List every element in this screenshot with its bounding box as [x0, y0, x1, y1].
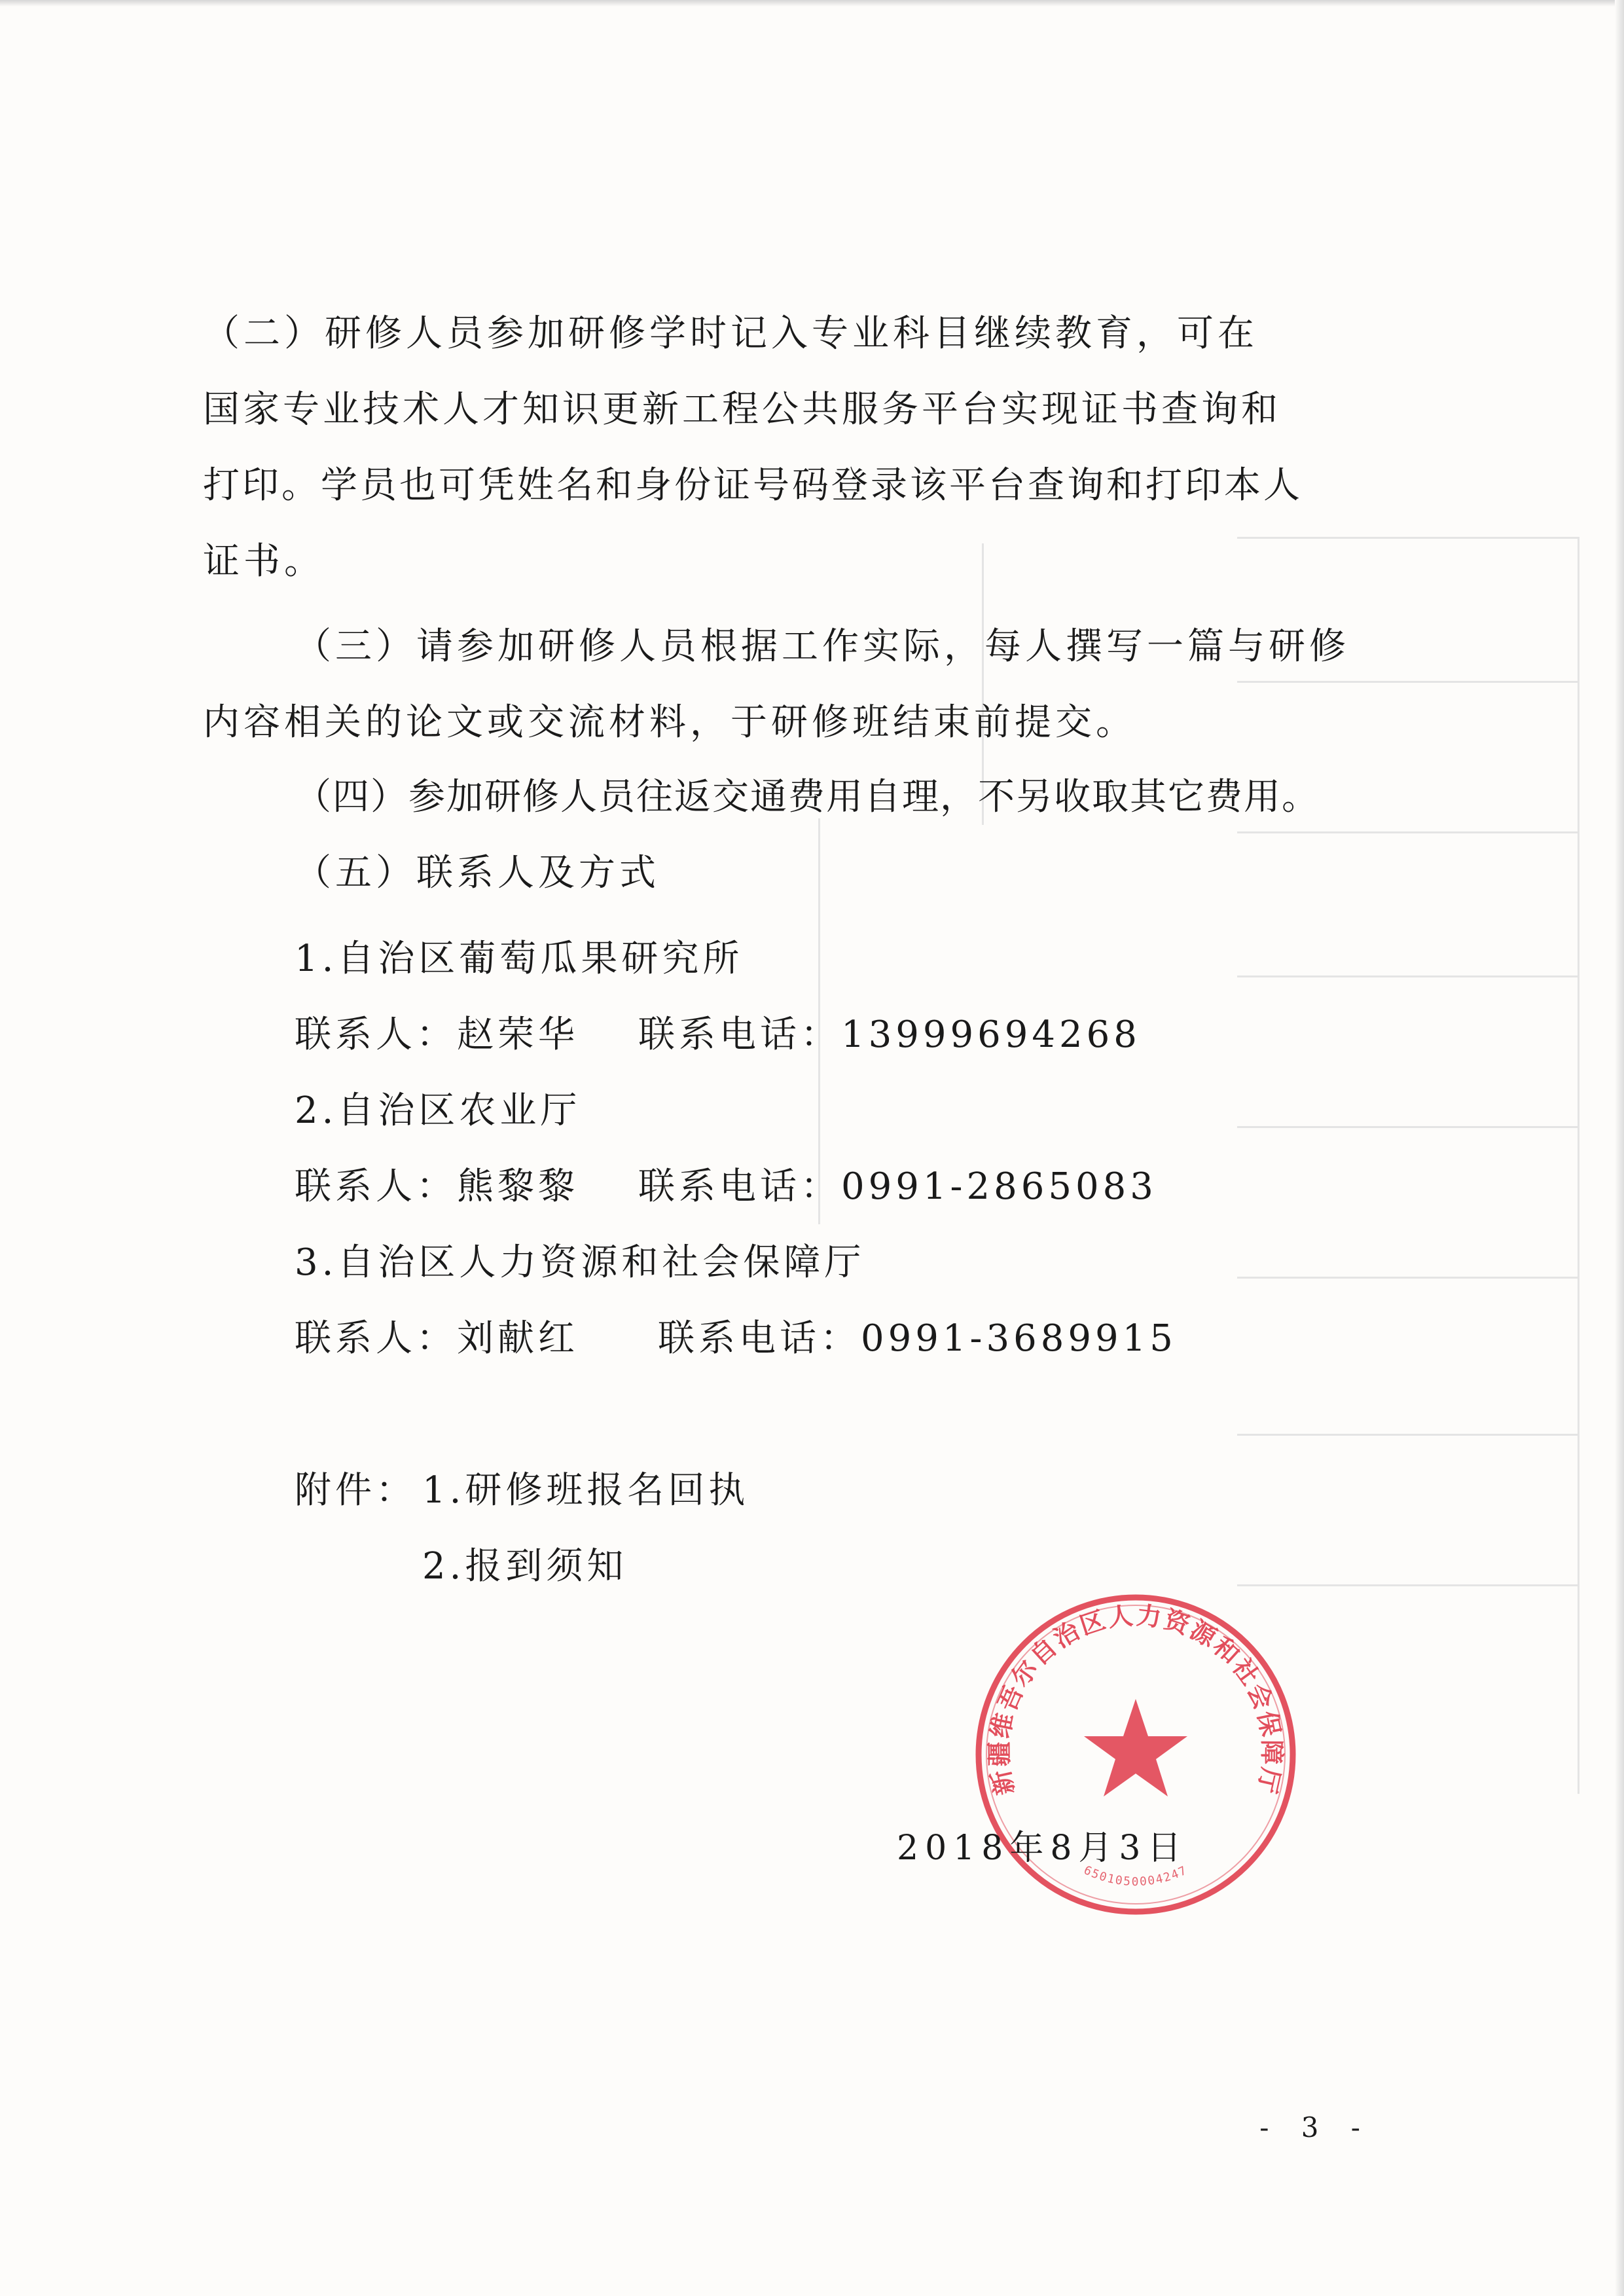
paragraph-2-line-4: 证书。 — [203, 540, 325, 583]
seal-code-text: 6501050004247 — [1081, 1863, 1190, 1889]
contact-org-2: 2.自治区农业厅 — [295, 1089, 581, 1132]
attachment-2: 2.报到须知 — [422, 1545, 628, 1588]
paragraph-4: （四）参加研修人员往返交通费用自理，不另收取其它费用。 — [295, 776, 1320, 818]
contact-person-2: 联系人：熊黎黎 — [295, 1165, 579, 1208]
paragraph-2-line-1: （二）研修人员参加研修学时记入专业科目继续教育，可在 — [203, 312, 1258, 355]
bleed-through-line — [1237, 1434, 1578, 1436]
scan-top-edge — [0, 0, 1624, 7]
paragraph-2-line-2: 国家专业技术人才知识更新工程公共服务平台实现证书查询和 — [203, 388, 1281, 431]
contact-org-1: 1.自治区葡萄瓜果研究所 — [295, 938, 744, 980]
contact-phone-3: 联系电话：0991-3689915 — [658, 1317, 1177, 1360]
document-date: 2018年8月3日 — [897, 1829, 1188, 1868]
attachments-label: 附件： — [295, 1469, 416, 1512]
bleed-through-line — [1578, 537, 1579, 1794]
bleed-through-line — [1237, 1277, 1578, 1279]
attachment-1: 1.研修班报名回执 — [422, 1469, 749, 1512]
contact-person-1: 联系人：赵荣华 — [295, 1013, 579, 1056]
paragraph-5-heading: （五）联系人及方式 — [295, 852, 660, 894]
contact-person-3: 联系人：刘献红 — [295, 1317, 579, 1360]
contact-phone-1: 联系电话：13999694268 — [638, 1013, 1141, 1056]
contact-phone-2: 联系电话：0991-2865083 — [638, 1165, 1157, 1208]
paragraph-3-line-2: 内容相关的论文或交流材料，于研修班结束前提交。 — [203, 701, 1136, 744]
scan-right-edge — [1615, 0, 1624, 2296]
official-seal-stamp — [965, 1584, 1306, 1925]
bleed-through-line — [1237, 975, 1578, 977]
paragraph-2-line-3: 打印。学员也可凭姓名和身份证号码登录该平台查询和打印本人 — [203, 464, 1303, 507]
seal-org-text: 新疆维吾尔自治区人力资源和社会保障厅 — [984, 1601, 1287, 1798]
paragraph-3-line-1: （三）请参加研修人员根据工作实际，每人撰写一篇与研修 — [295, 625, 1350, 668]
contact-org-3: 3.自治区人力资源和社会保障厅 — [295, 1241, 865, 1284]
bleed-through-line — [1237, 1126, 1578, 1128]
page-number: - 3 - — [1259, 2111, 1372, 2143]
